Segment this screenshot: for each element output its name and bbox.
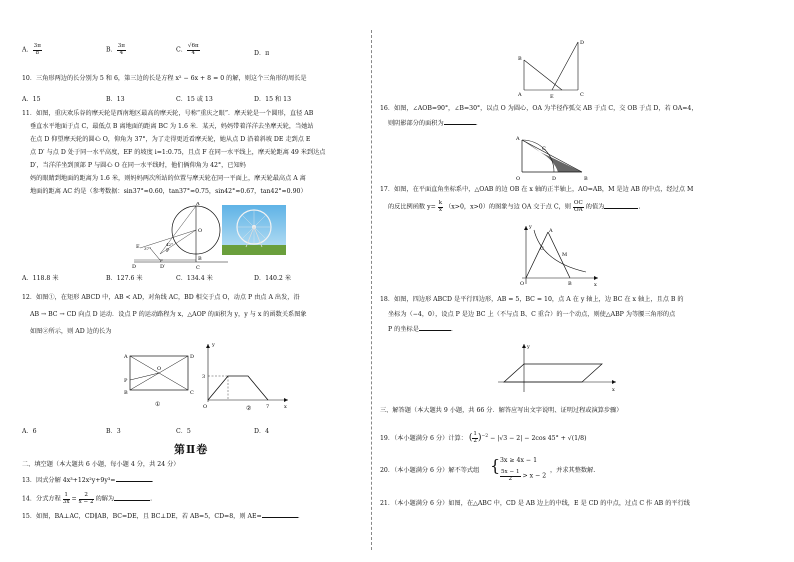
q17-label-m: M [562, 252, 568, 258]
q11-label-d: D [132, 264, 137, 270]
q16-answer-blank[interactable] [444, 124, 476, 125]
q12-line-2: AB → BC → CD 向点 D 运动．设点 P 的运动路程为 x，△AOP 的面积为 y，y 与 x 的函数关系图象 [30, 311, 307, 318]
q14-answer-blank[interactable] [114, 500, 150, 501]
q20-suffix: ，并求其整数解. [550, 467, 596, 474]
q11-option-b[interactable]: B．127.6 米 [106, 275, 143, 282]
q13: 13．因式分解 4x³+12x²y+9y³= . [22, 477, 154, 484]
q12-graph-tick-3: 3 [202, 374, 206, 380]
q15-label-a: A [518, 92, 522, 98]
q11-label-o: O [198, 228, 203, 234]
section-2-title: 二、填空题（本大题共 6 小题，每小题 4 分，共 24 分） [22, 461, 180, 468]
q10-stem: 10．三角形两边的长分别为 5 和 6，第三边的长是方程 x² − 6x + 8 = 0 的解，则这个三角形的周长是 [22, 75, 307, 82]
q10-option-c[interactable]: C．15 或 13 [176, 96, 213, 103]
q12-line-3: 如图②所示，则 AD 边的长为 [30, 328, 112, 335]
ferris-wheel-photo [222, 205, 286, 255]
q16-label-b: B [584, 176, 588, 182]
q12-graph-origin: O [203, 404, 208, 410]
q12-fig1-label: ① [155, 401, 161, 408]
q11-line-3: 在点 D 仰望摩天轮的圆心 O，仰角为 37°，为了走得更近看摩天轮，她从点 D 沿着斜坡 DE 走到点 E [30, 136, 311, 143]
q15-label-c: C [580, 92, 584, 98]
q21: 21．（本小题满分 6 分）如图，在△ABC 中，CD 是 AB 边上的中线，E 是 CD 的中点，过点 C 作 AB 的平行线 [380, 500, 690, 507]
q11-label-42: 42° [166, 242, 174, 247]
q11-label-37: 37° [144, 246, 152, 251]
q18-y-label: y [527, 344, 530, 350]
q14: 14．分式方程 $\frac{1}{3x}$ = $\frac{2}{x - 2}$ 的解为 . [22, 492, 153, 505]
q9-option-a[interactable]: A． $\frac{3\pi}{8}$ [22, 43, 41, 56]
q15-answer-blank[interactable] [262, 517, 298, 518]
q11-line-2: 垂直水平地面于点 C，最低点 B 离地面的距离 BC 为 1.6 米．某天，妈妈带着洋洋去坐摩天轮，当她站 [30, 123, 314, 130]
q20-prefix: 20．（本小题满分 6 分）解不等式组 [380, 467, 480, 474]
q12-graph-x-label: x [284, 404, 287, 410]
q11-line-6: 妈的眼睛到地面的距离为 1.6 米，则妈妈两次所站的位置与摩天轮在同一平面上，摩天轮最高点 A 离 [30, 175, 306, 182]
q17-answer-blank[interactable] [604, 208, 638, 209]
right-column [380, 0, 775, 562]
q19: 19．（本小题满分 6 分）计算： ( $\frac{1}{2}$ )$^{-2}$ − |√3 − 2| − 2cos 45° + √(1/8) [380, 431, 587, 444]
q10-option-a[interactable]: A．15 [22, 96, 41, 103]
q12-line-1: 12．如图①，在矩形 ABCD 中，AB < AD，对角线 AC，BD 相交于点 O，动点 P 由点 A 出发，沿 [22, 294, 300, 301]
q15-figure [516, 36, 596, 100]
left-column [22, 0, 362, 562]
q18-x-label: x [612, 387, 615, 393]
q9-option-d[interactable]: D．π [254, 50, 270, 57]
q12-label-d: D [190, 354, 194, 360]
q17-label-o: O [520, 281, 525, 287]
column-divider [371, 30, 372, 550]
q12-rectangle-figure [122, 348, 194, 410]
q10-option-b[interactable]: B．13 [106, 96, 125, 103]
q18-line-2: 坐标为（−4，0），设点 P 是边 BC 上（不与点 B、C 重合）的一个动点，则使△ABP 为等腰三角形的点 [388, 311, 676, 318]
q12-label-o: O [157, 366, 162, 372]
q17-label-b: B [568, 281, 572, 287]
q17-y-label: y [529, 224, 532, 230]
q12-label-a: A [124, 354, 128, 360]
q16-label-d: D [552, 176, 557, 182]
q11-label-f: F [160, 258, 163, 263]
q11-line-1: 11．如图，重庆欢乐谷的摩天轮是西南地区最高的摩天轮，号称“重庆之眼”．摩天轮是一个圆形，直径 AB [22, 110, 314, 117]
q17-label-a: A [549, 228, 553, 234]
q12-option-d[interactable]: D．4 [254, 428, 270, 435]
q11-label-b: B [198, 256, 202, 262]
q17-figure [516, 222, 600, 288]
q20-brace: { [490, 456, 501, 475]
q16-label-c: C [542, 146, 546, 152]
q15-label-d: D [580, 40, 585, 46]
q12-function-graph [194, 340, 290, 412]
q12-option-b[interactable]: B．3 [106, 428, 121, 435]
q12-option-c[interactable]: C．5 [176, 428, 191, 435]
q11-line-5: D′，当洋洋坐到顶部 P 与圆心 O 在同一水平线时，他们俩仰角为 42°，已知妈 [30, 162, 246, 169]
part-2-title: 第Ⅱ卷 [174, 443, 209, 456]
q11-ferris-wheel-diagram [130, 202, 230, 270]
q12-fig2-label: ② [246, 405, 252, 412]
q16-label-o: O [516, 176, 521, 182]
q18-figure [494, 340, 620, 396]
q11-option-a[interactable]: A．118.8 米 [22, 275, 59, 282]
q11-label-dprime: D′ [160, 264, 166, 270]
q18-line-1: 18．如图，四边形 ABCD 是平行四边形，AB = 5，BC = 10，点 A 在 y 轴上，边 BC 在 x 轴上，且点 B 的 [380, 296, 684, 303]
q11-option-d[interactable]: D．140.2 米 [254, 275, 292, 282]
section-3-title: 三、解答题（本大题共 9 小题，共 66 分．解答应写出文字说明、证明过程或演算步骤） [380, 407, 623, 414]
q11-label-a: A [196, 202, 200, 207]
q18-line-3: P 的坐标是 . [388, 326, 453, 333]
q11-label-p: P [166, 248, 170, 254]
q12-label-c: C [190, 390, 194, 396]
q16-label-a: A [516, 136, 520, 142]
q17-line-1: 17．如图，在平面直角坐标系中，△OAB 的边 OB 在 x 轴的正半轴上，AO=AB，M 是边 AB 的中点，经过点 M [380, 186, 694, 193]
q17-x-label: x [594, 282, 597, 288]
q11-label-c: C [196, 265, 200, 270]
q12-label-b: B [124, 390, 128, 396]
q17-line-2: 的反比例函数 y= $\frac{k}{x}$ （x>0，x>0）的图象与边 OA 交于点 C，则 $\frac{OC}{OA}$ 的值为 . [388, 200, 641, 213]
q11-option-c[interactable]: C．134.4 米 [176, 275, 213, 282]
q15: 15．如图，BA⊥AC，CD∥AB，BC=DE，且 BC⊥DE，若 AB=5，CD=8，则 AE= . [22, 513, 300, 520]
q11-label-e: E [136, 244, 140, 250]
q11-line-7: 地面的距离 AC 约是（参考数据：sin37°≈0.60，tan37°≈0.75，sin42°≈0.67，tan42°≈0.90） [30, 188, 307, 195]
q16-line-1: 16．如图，∠AOB=90°，∠B=30°，以点 O 为圆心，OA 为半径作弧交 AB 于点 C，交 OB 于点 D，若 OA=4， [380, 105, 698, 112]
q12-graph-tick-7: 7 [266, 404, 270, 410]
q12-label-p: P [124, 378, 128, 384]
q16-line-2: 则阴影部分的面积为 . [388, 120, 478, 127]
q20-ineq-1: 3x ≥ 4x − 1 [500, 457, 538, 464]
q10-option-d[interactable]: D．15 和 13 [254, 96, 292, 103]
q15-label-e: E [550, 94, 554, 100]
q13-answer-blank[interactable] [116, 481, 152, 482]
q9-option-c[interactable]: C． $\frac{√6\pi}{4}$ [176, 43, 199, 56]
q9-option-b[interactable]: B． $\frac{3\pi}{4}$ [106, 43, 125, 56]
q18-answer-blank[interactable] [419, 330, 451, 331]
q12-option-a[interactable]: A．6 [22, 428, 37, 435]
q17-label-c: C [540, 246, 544, 252]
q16-figure [514, 132, 592, 184]
q20-ineq-2: $\frac{5x - 1}{2}$ > x − 2 [501, 469, 547, 482]
q12-graph-y-label: y [212, 342, 215, 348]
q11-line-4: 点 D′ 与点 D 处于同一水平高度，EF 的坡度 i=1:0.75，且点 F 在同一水平线上，摩天轮距离 49 米到达点 [30, 149, 326, 156]
q15-label-b: B [518, 56, 522, 62]
